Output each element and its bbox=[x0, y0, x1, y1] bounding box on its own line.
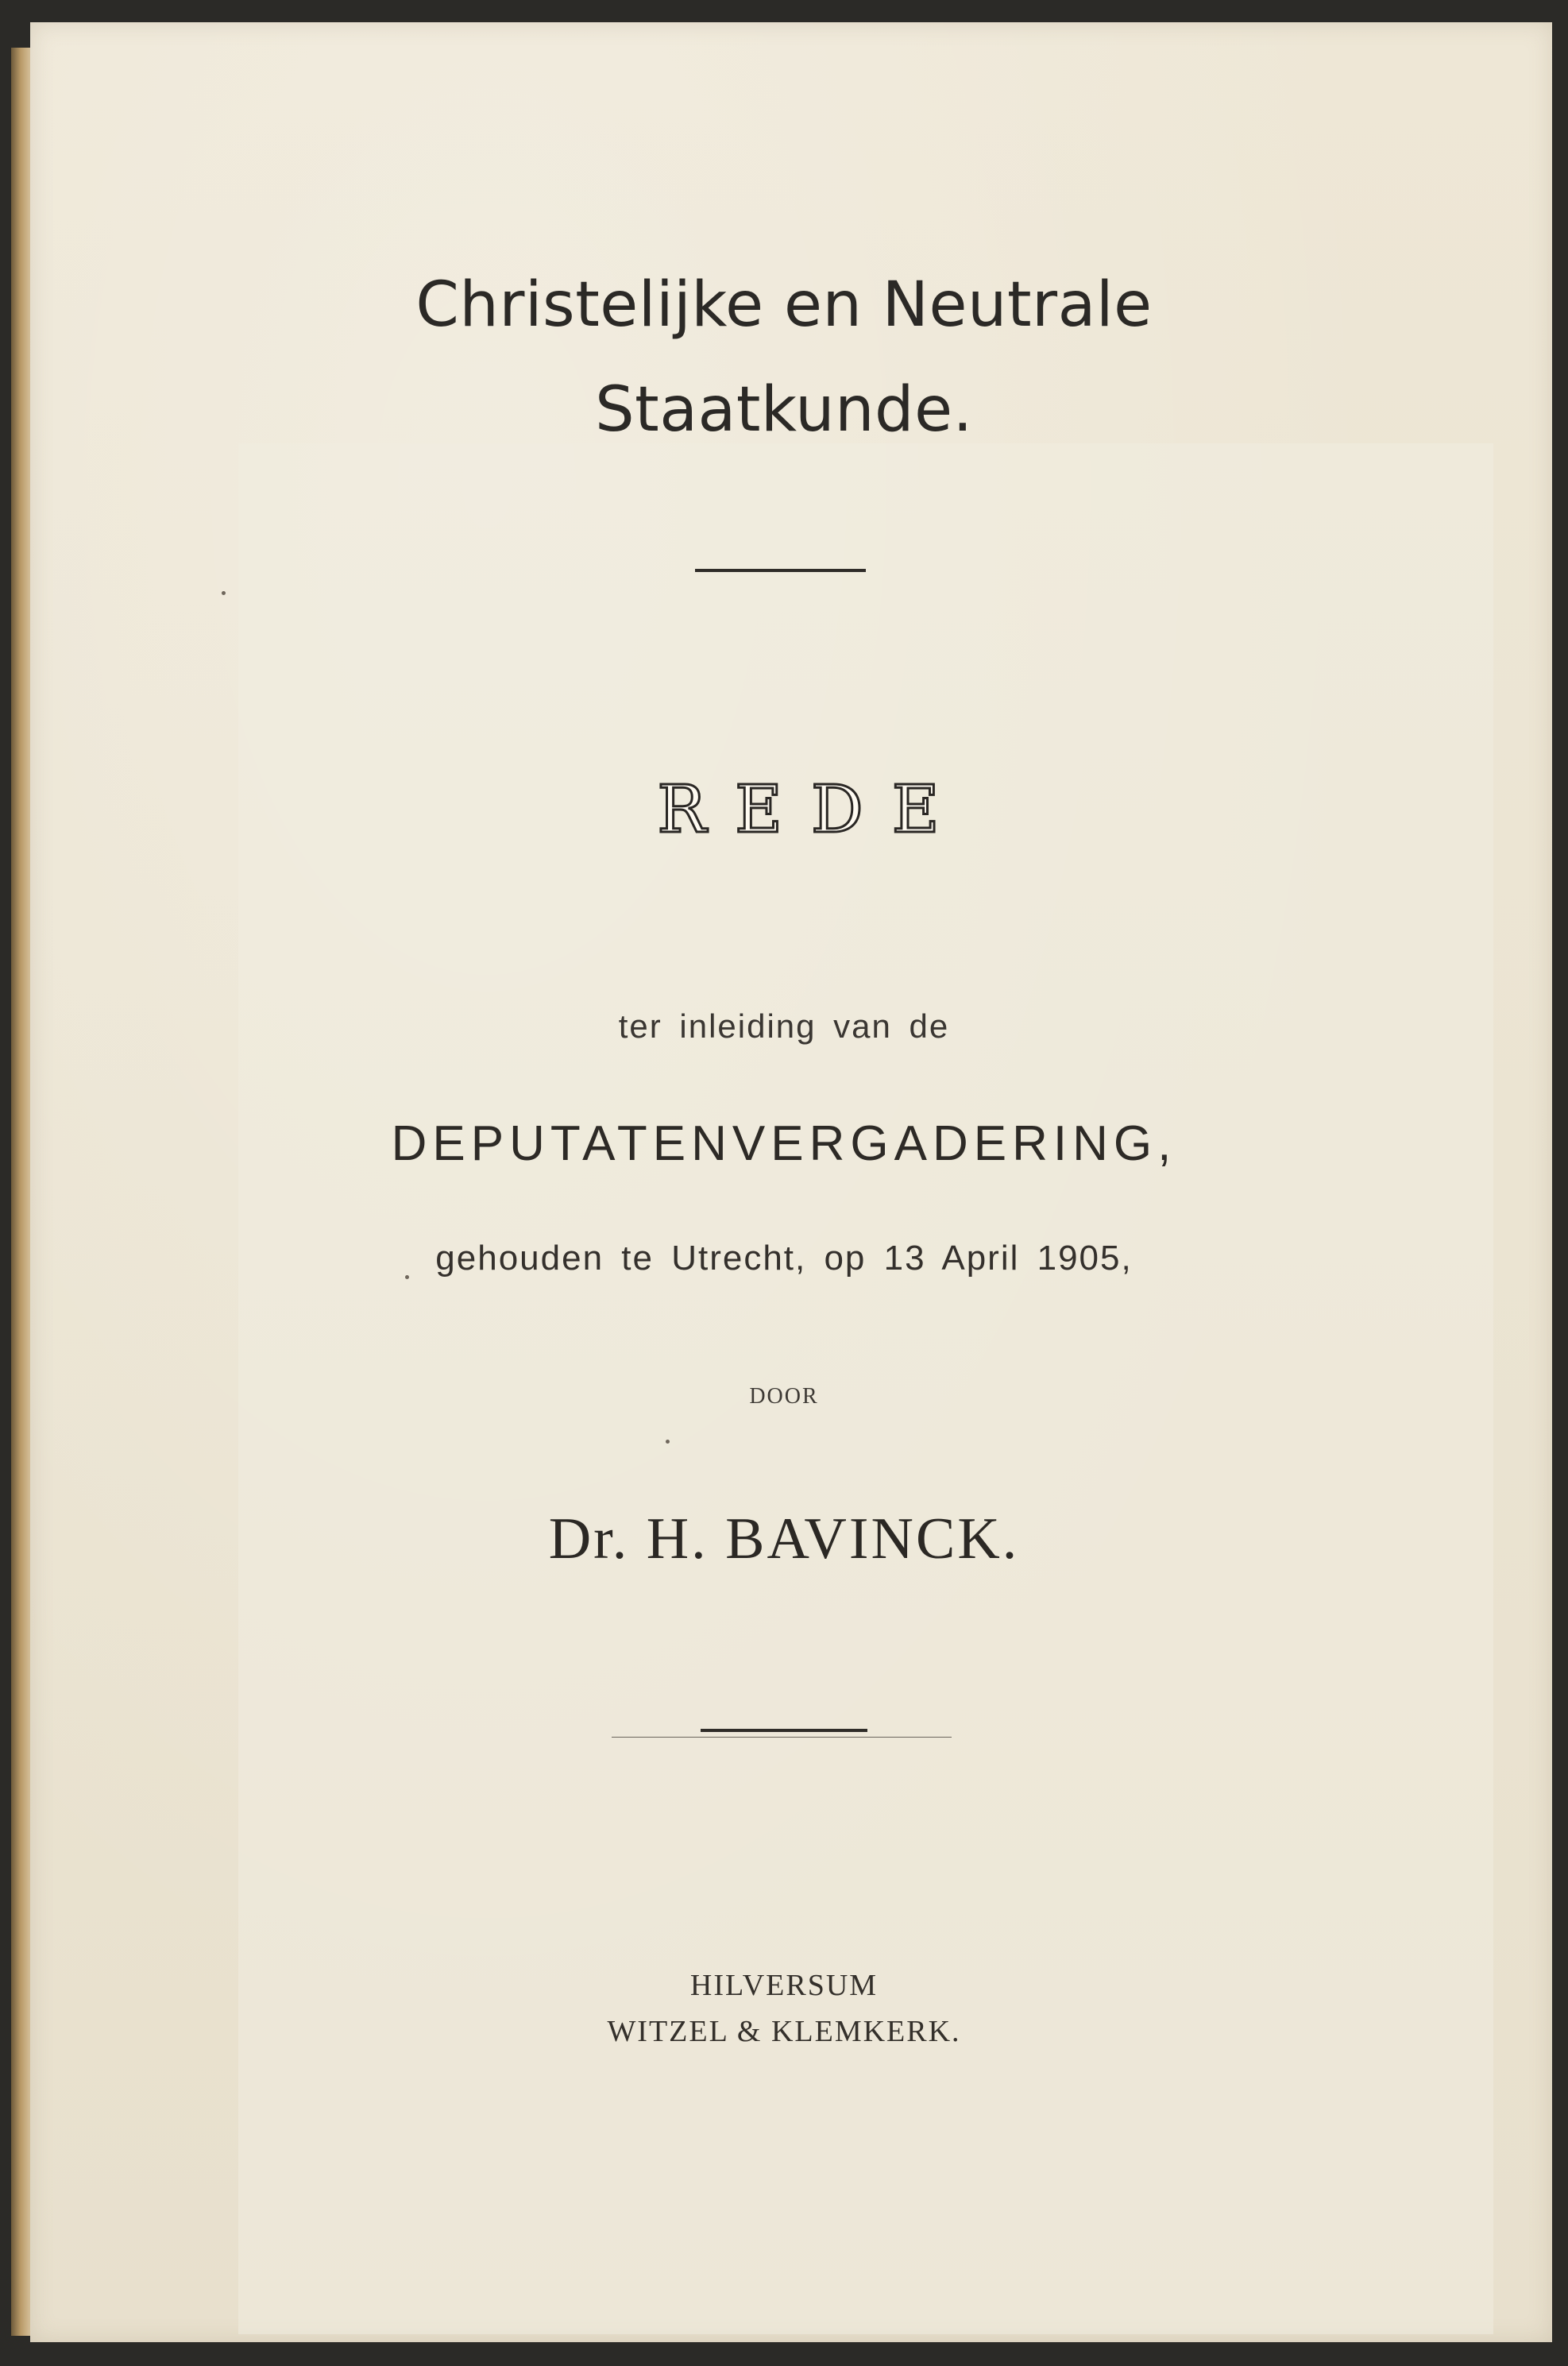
paper-speck bbox=[666, 1440, 670, 1444]
title-divider bbox=[695, 569, 866, 572]
author-divider bbox=[701, 1729, 867, 1732]
cover-title bbox=[0, 253, 1568, 462]
publication-place: HILVERSUM bbox=[689, 1969, 879, 2002]
author-name: Dr. H. BAVINCK. bbox=[548, 1506, 1020, 1572]
cover-title-line-1: Christelijke en Neutrale bbox=[415, 269, 1153, 341]
by-label: DOOR bbox=[749, 1384, 819, 1409]
event-details: gehouden te Utrecht, op 13 April 1905, bbox=[435, 1239, 1133, 1278]
paper-speck bbox=[222, 591, 226, 595]
cover-title-line-2: Staatkunde. bbox=[595, 374, 973, 446]
publisher-name: WITZEL & KLEMKERK. bbox=[607, 2015, 961, 2048]
intro-text: ter inleiding van de bbox=[618, 1007, 950, 1045]
heading-rede: REDE bbox=[657, 772, 968, 848]
paper-speck bbox=[405, 1275, 409, 1279]
event-name: DEPUTATENVERGADERING, bbox=[391, 1116, 1177, 1171]
author-divider-thin bbox=[612, 1737, 952, 1738]
